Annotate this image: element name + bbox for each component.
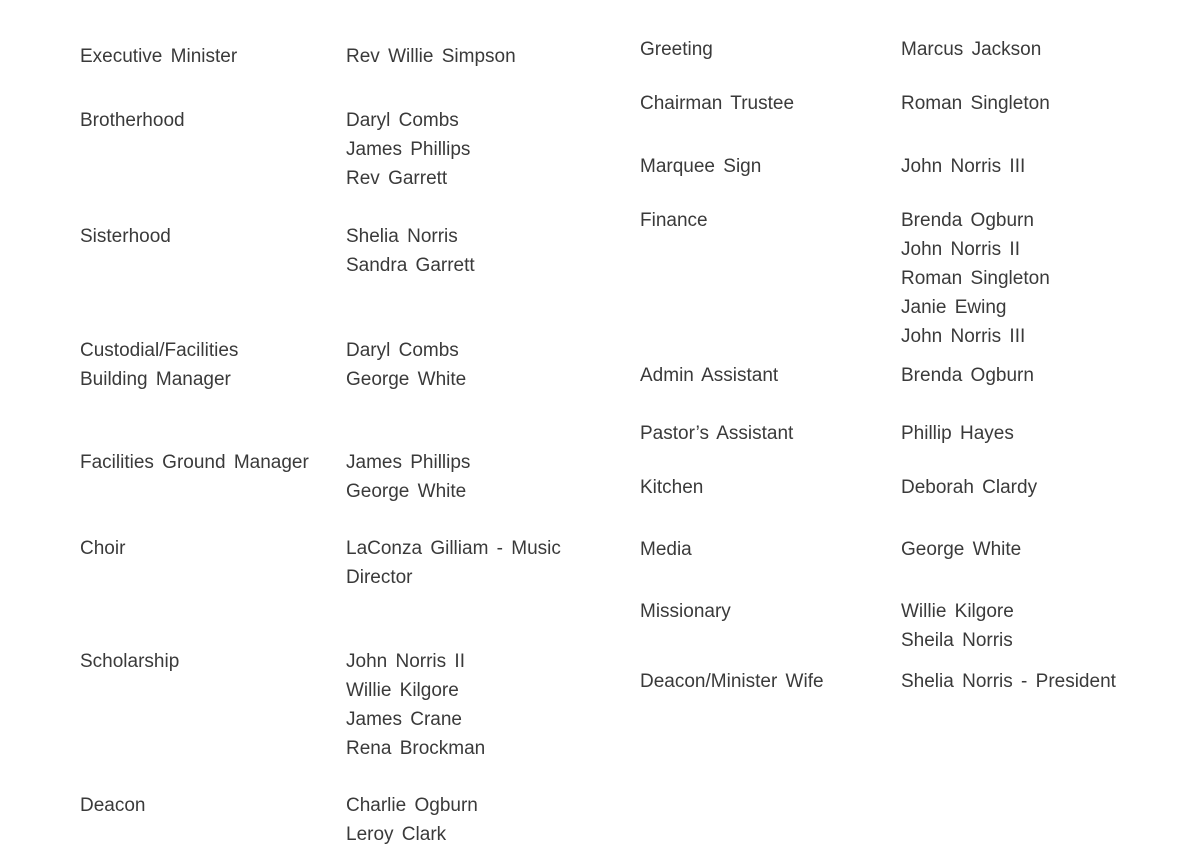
name-item: John Norris III (901, 156, 1026, 177)
name-item: Charlie Ogburn (346, 795, 478, 816)
name-item: Marcus Jackson (901, 39, 1042, 60)
role-media: Media (640, 539, 692, 560)
name-item: Willie Kilgore (901, 601, 1014, 622)
role-choir: Choir (80, 538, 126, 559)
name-item: Roman Singleton (901, 93, 1050, 114)
role-deacon: Deacon (80, 795, 146, 816)
names-choir (346, 534, 561, 592)
name-item: John Norris II (346, 651, 465, 672)
name-item: John Norris III (901, 326, 1026, 347)
names-deacon-minister-wife (901, 667, 1116, 696)
name-item: George White (346, 481, 467, 502)
names-missionary (901, 597, 1014, 655)
role-kitchen: Kitchen (640, 477, 704, 498)
role-missionary: Missionary (640, 601, 731, 622)
names-media (901, 535, 1021, 564)
role-facilities-ground-manager: Facilities Ground Manager (80, 452, 309, 473)
name-item: Shelia Norris (346, 226, 458, 247)
name-item: Janie Ewing (901, 297, 1007, 318)
role-sisterhood: Sisterhood (80, 226, 171, 247)
names-marquee-sign (901, 152, 1025, 181)
name-item: Sheila Norris (901, 630, 1013, 651)
names-deacon (346, 791, 478, 849)
name-item: George White (901, 539, 1022, 560)
name-item: LaConza Gilliam - Music (346, 538, 561, 559)
name-item: Director (346, 567, 413, 588)
name-item: Roman Singleton (901, 268, 1050, 289)
name-item: Rena Brockman (346, 738, 486, 759)
name-item: Rev Willie Simpson (346, 46, 516, 67)
name-item: Brenda Ogburn (901, 365, 1034, 386)
name-item: Daryl Combs (346, 110, 459, 131)
names-brotherhood (346, 106, 470, 193)
names-executive-minister (346, 42, 516, 71)
name-item: Phillip Hayes (901, 423, 1014, 444)
name-item: Brenda Ogburn (901, 210, 1034, 231)
role-finance: Finance (640, 210, 708, 231)
names-admin-assistant (901, 361, 1034, 390)
name-item: George White (346, 369, 467, 390)
name-item: James Crane (346, 709, 462, 730)
names-scholarship (346, 647, 485, 763)
name-item: James Phillips (346, 452, 471, 473)
names-chairman-trustee (901, 89, 1050, 118)
role-deacon-minister-wife: Deacon/Minister Wife (640, 671, 824, 692)
names-pastors-assistant (901, 419, 1014, 448)
names-greeting (901, 35, 1041, 64)
names-custodial-facilities (346, 336, 466, 394)
names-kitchen (901, 473, 1037, 502)
role-executive-minister: Executive Minister (80, 46, 238, 67)
names-sisterhood (346, 222, 475, 280)
role-admin-assistant: Admin Assistant (640, 365, 779, 386)
role-custodial-facilities (80, 336, 238, 394)
role-scholarship: Scholarship (80, 651, 180, 672)
role-line: Building Manager (80, 369, 231, 390)
role-line: Custodial/Facilities (80, 340, 239, 361)
name-item: Deborah Clardy (901, 477, 1038, 498)
role-marquee-sign: Marquee Sign (640, 156, 762, 177)
role-brotherhood: Brotherhood (80, 110, 185, 131)
name-item: Rev Garrett (346, 168, 448, 189)
role-chairman-trustee: Chairman Trustee (640, 93, 795, 114)
name-item: John Norris II (901, 239, 1020, 260)
role-pastors-assistant: Pastor’s Assistant (640, 423, 794, 444)
name-item: Shelia Norris - President (901, 671, 1116, 692)
names-finance (901, 206, 1050, 351)
name-item: Sandra Garrett (346, 255, 475, 276)
names-facilities-ground-manager (346, 448, 470, 506)
name-item: Willie Kilgore (346, 680, 459, 701)
name-item: Daryl Combs (346, 340, 459, 361)
role-greeting: Greeting (640, 39, 713, 60)
name-item: Leroy Clark (346, 824, 447, 845)
name-item: James Phillips (346, 139, 471, 160)
